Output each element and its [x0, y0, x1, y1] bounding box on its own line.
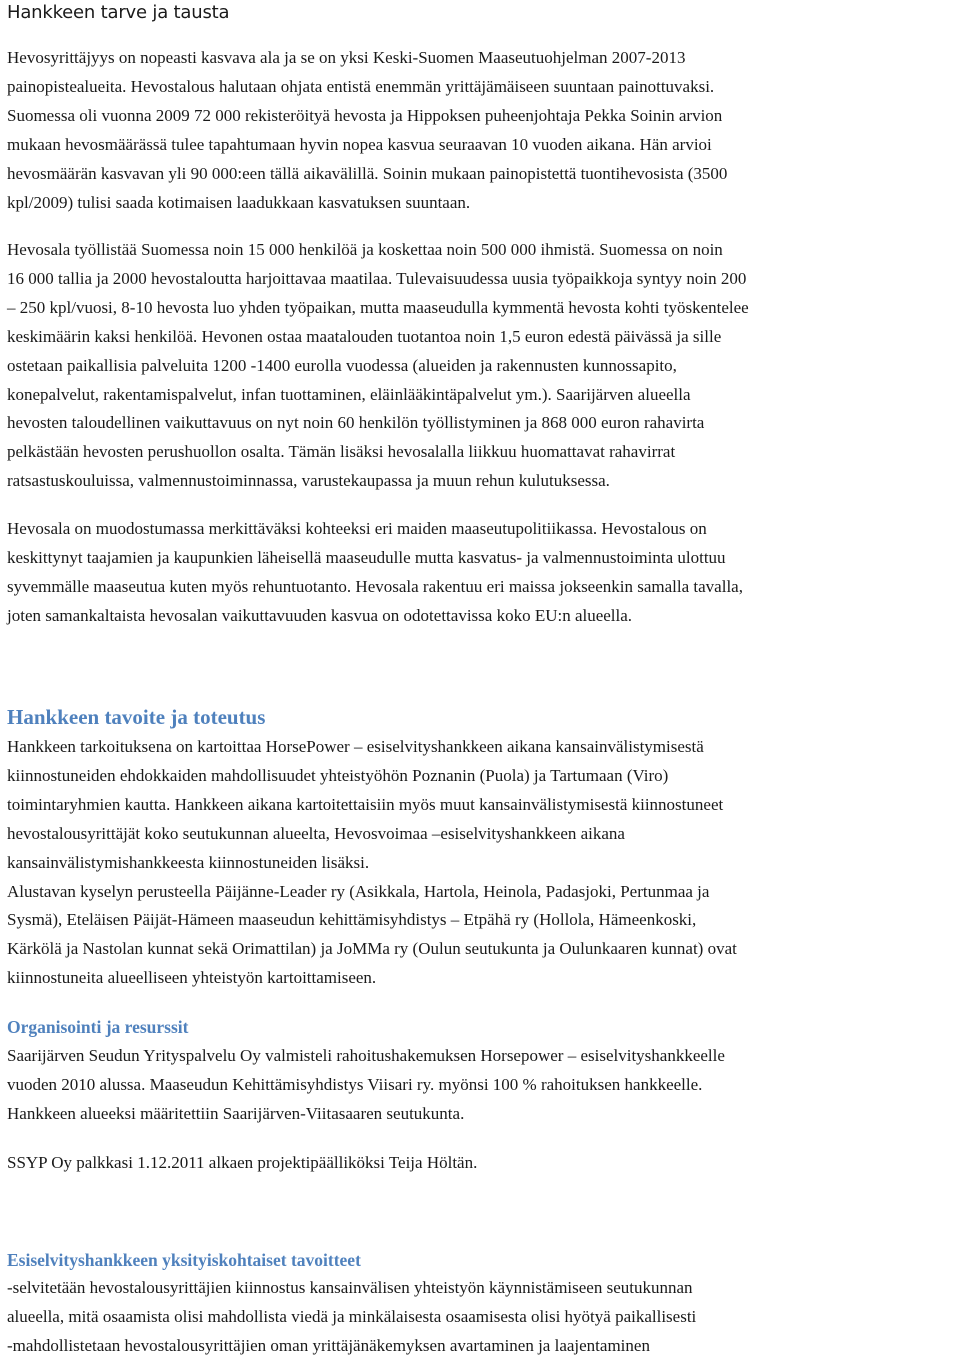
text-line: syvemmälle maaseutua kuten myös rehuntuotanto. Hevosala rakentuu eri maissa jokseenkin samalla tavalla, — [7, 576, 743, 596]
text-line: joten samankaltaista hevosalan vaikuttavuuden kasvua on odotettavissa koko EU:n alueella. — [7, 605, 633, 625]
text-line: mukaan hevosmäärässä tulee tapahtumaan hyvin nopea kasvua seuraavan 10 vuoden aikana. Hän arvioi — [7, 134, 712, 154]
text-line: ratsastuskouluissa, valmennustoiminnassa, varustekaupassa ja muun rehun kulutuksessa. — [7, 471, 610, 491]
text-line: Suomessa oli vuonna 2009 72 000 rekisteröityä hevosta ja Hippoksen puheenjohtaja Pekka Soinin arvion — [7, 105, 723, 125]
text-line: kiinnostuneiden ehdokkaiden mahdollisuudet yhteistyöhön Poznanin (Puola) ja Tartumaan (Viro) — [7, 765, 669, 785]
paragraph-background-3 — [7, 515, 957, 631]
section-heading-tavoite: Hankkeen tavoite ja toteutus — [7, 705, 266, 729]
paragraph-background-1 — [7, 44, 957, 217]
section-heading-organisointi: Organisointi ja resurssit — [7, 1017, 189, 1037]
text-line: kansainvälistymishankkeesta kiinnostuneiden lisäksi. — [7, 852, 370, 872]
text-line: hevosmäärän kasvavan yli 90 000:een tällä aikavälillä. Soinin mukaan painopistettä tuontihevosista (3500 — [7, 163, 728, 183]
text-line: Saarijärven Seudun Yrityspalvelu Oy valmisteli rahoitushakemuksen Horsepower – esiselvityshankkeelle — [7, 1046, 725, 1065]
text-line: painopistealueita. Hevostalous halutaan ohjata entistä enemmän yrittäjämäiseen suuntaan painottuvaksi. — [7, 76, 715, 96]
text-line: -mahdollistetaan hevostalousyrittäjien oman yrittäjänäkemyksen avartaminen ja laajentaminen — [7, 1335, 650, 1355]
text-line: Hevosyrittäjyys on nopeasti kasvava ala ja se on yksi Keski-Suomen Maaseutuohjelman 2007-2013 — [7, 48, 686, 67]
text-line: toimintaryhmien kautta. Hankkeen aikana kartoitettaisiin myös muut kansainvälistymisestä kiinnostuneet — [7, 794, 724, 814]
text-line: Kärkölä ja Nastolan kunnat sekä Orimattilan) ja JoMMa ry (Oulun seutukunta ja Oulunkaaren kunnat) ovat — [7, 939, 737, 959]
text-line: Hankkeen alueeksi määritettiin Saarijärven-Viitasaaren seutukunta. — [7, 1103, 465, 1123]
text-line: alueella, mitä osaamista olisi mahdollista viedä ja minkälaisesta osaamisesta olisi hyötyä paikallisesti — [7, 1306, 697, 1326]
text-line: SSYP Oy palkkasi 1.12.2011 alkaen projektipäälliköksi Teija Höltän. — [7, 1153, 478, 1172]
paragraph-organisation — [7, 1042, 957, 1129]
text-line: Sysmä), Eteläisen Päijät-Hämeen maaseudun kehittämisyhdistys – Etpähä ry (Hollola, Hämeenkoski, — [7, 910, 697, 930]
text-line: hevostalousyrittäjät koko seutukunnan alueelta, Hevosvoimaa –esiselvityshankkeen aikana — [7, 823, 625, 843]
paragraph-objectives — [7, 1274, 957, 1361]
paragraph-background-2 — [7, 236, 957, 496]
text-line: konepalvelut, rakentamispalvelut, infan tuottaminen, eläinlääkintäpalvelut ym.). Saarijärven alueella — [7, 384, 691, 404]
text-line: Hankkeen tarkoituksena on kartoittaa HorsePower – esiselvityshankkeen aikana kansainvälistymisestä — [7, 737, 704, 756]
text-line: Alustavan kyselyn perusteella Päijänne-Leader ry (Asikkala, Hartola, Heinola, Padasjoki, Pertunmaa ja — [7, 881, 710, 901]
text-line: ostetaan paikallisia palveluita 1200 -1400 eurolla vuodessa (alueiden ja rakennusten kunnossapito, — [7, 355, 677, 375]
text-line: Hevosala on muodostumassa merkittäväksi kohteeksi eri maiden maaseutupolitiikassa. Hevostalous on — [7, 519, 707, 538]
text-line: pelkästään hevosten perushuollon osalta. Tämän lisäksi hevosalalla liikkuu huomattavat rahavirrat — [7, 442, 676, 462]
text-line: -selvitetään hevostalousyrittäjien kiinnostus kansainvälisen yhteistyön käynnistämiseen seutukunnan — [7, 1278, 693, 1297]
text-line: – 250 kpl/vuosi, 8-10 hevosta luo yhden työpaikan, mutta maaseudulla kymmentä hevosta kohti työskentelee — [7, 297, 749, 317]
section-heading-tavoitteet: Esiselvityshankkeen yksityiskohtaiset tavoitteet — [7, 1250, 361, 1270]
section-heading-tarve: Hankkeen tarve ja tausta — [7, 2, 230, 23]
text-line: hevosten taloudellinen vaikuttavuus on nyt noin 60 henkilön työllistyminen ja 868 000 euron rahavirta — [7, 413, 705, 433]
paragraph-hiring — [7, 1149, 957, 1178]
text-line: keskimäärin kaksi henkilöä. Hevonen ostaa maatalouden tuotantoa noin 1,5 euron edestä päivässä ja sille — [7, 326, 722, 346]
text-line: kpl/2009) tulisi saada kotimaisen laadukkaan kasvatuksen suuntaan. — [7, 192, 471, 212]
text-line: kiinnostuneita alueelliseen yhteistyön kartoittamiseen. — [7, 968, 377, 988]
text-line: keskittynyt taajamien ja kaupunkien läheisellä maaseudulle mutta kasvatus- ja valmennustoiminta ulottuu — [7, 547, 726, 567]
text-line: 16 000 tallia ja 2000 hevostaloutta harjoittavaa maatilaa. Tulevaisuudessa uusia työpaikkoja syntyy noin 200 — [7, 268, 747, 288]
text-line: Hevosala työllistää Suomessa noin 15 000 henkilöä ja koskettaa noin 500 000 ihmistä. Suomessa on noin — [7, 240, 723, 259]
paragraph-goal — [7, 733, 957, 993]
text-line: vuoden 2010 alussa. Maaseudun Kehittämisyhdistys Viisari ry. myönsi 100 % rahoituksen hankkeelle. — [7, 1074, 703, 1094]
